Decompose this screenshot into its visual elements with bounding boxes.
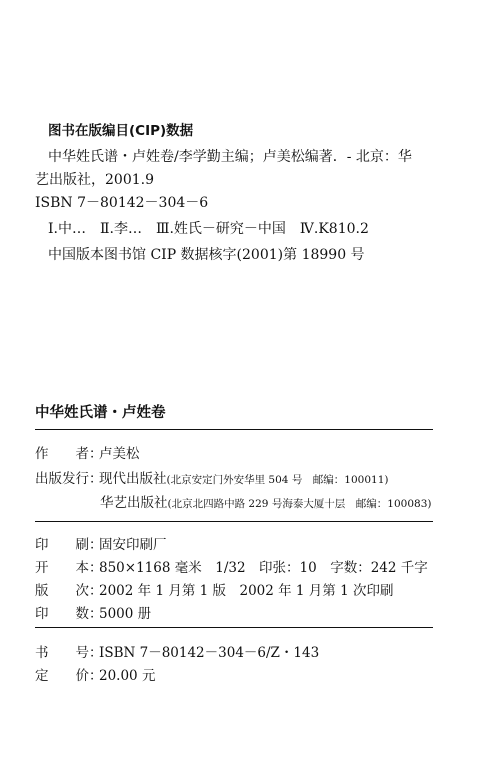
printer-label: 印 刷： <box>35 537 103 553</box>
publisher-label: 出版发行： <box>35 471 103 487</box>
isbn-row <box>35 641 319 661</box>
book-title: 中华姓氏谱・卢姓卷 <box>35 405 166 421</box>
price-row <box>35 664 155 684</box>
print-count-row <box>35 602 151 622</box>
format-row <box>35 556 428 576</box>
author-label: 作 者： <box>35 446 103 462</box>
edition-value: 2002 年 1 月第 1 版 2002 年 1 月第 1 次印刷 <box>99 583 394 599</box>
publisher-2-name: 华艺出版社 <box>100 495 168 511</box>
cip-line-isbn: ISBN 7－80142－304－6 <box>35 195 209 211</box>
print-count-label: 印 数： <box>35 606 103 622</box>
edition-label: 版 次： <box>35 583 103 599</box>
publisher-row-2 <box>100 491 432 511</box>
cip-line-1: 中华姓氏谱・卢姓卷/李学勤主编；卢美松编著．- 北京：华 <box>48 149 412 165</box>
price-value: 20.00 元 <box>99 668 156 684</box>
publisher-1-address: (北京安定门外安华里 504 号 邮编：100011) <box>166 474 389 486</box>
print-count-value: 5000 册 <box>99 606 152 622</box>
publisher-1-name: 现代出版社 <box>99 471 167 487</box>
isbn-label: 书 号： <box>35 645 103 661</box>
format-value: 850×1168 毫米 1/32 印张：10 字数：242 千字 <box>99 560 428 576</box>
author-row <box>35 442 140 462</box>
isbn-value: ISBN 7－80142－304－6/Z・143 <box>99 645 320 661</box>
cip-line-record-number: 中国版本图书馆 CIP 数据核字(2001)第 18990 号 <box>48 247 365 263</box>
edition-row <box>35 579 393 599</box>
cip-heading: 图书在版编目(CIP)数据 <box>48 123 194 139</box>
divider-top <box>35 429 433 430</box>
printer-row <box>35 533 167 553</box>
price-label: 定 价： <box>35 668 103 684</box>
cip-line-2: 艺出版社，2001.9 <box>35 172 154 188</box>
printer-value: 固安印刷厂 <box>99 537 167 553</box>
format-label: 开 本： <box>35 560 103 576</box>
author-value: 卢美松 <box>99 446 140 462</box>
divider-bottom <box>35 627 433 628</box>
publisher-row-1 <box>35 467 389 487</box>
cip-line-classification: Ⅰ.中… Ⅱ.李… Ⅲ.姓氏－研究－中国 Ⅳ.K810.2 <box>48 221 369 237</box>
divider-middle <box>35 521 433 522</box>
publisher-2-address: (北京北四路中路 229 号海泰大厦十层 邮编：100083) <box>167 498 432 510</box>
